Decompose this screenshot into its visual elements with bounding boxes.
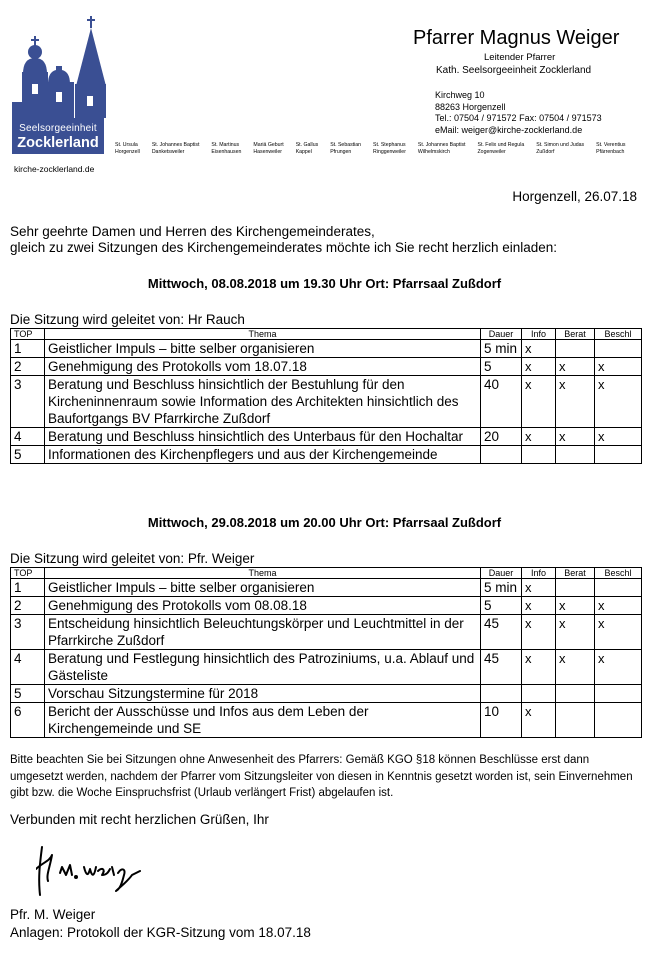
meeting-led-by: Die Sitzung wird geleitet von: Pfr. Weiger [10,551,255,566]
church-logo-icon [10,14,106,120]
parish-place: Horgenzell [115,149,140,155]
website-link[interactable]: kirche-zocklerland.de [14,164,95,174]
parish-place: Pfrungen [330,149,352,155]
table-row [11,446,642,464]
table-row [11,685,642,703]
meeting-title: Mittwoch, 08.08.2018 um 19.30 Uhr Ort: Pfarrsaal Zußdorf [147,276,502,291]
cell-info: x [522,376,556,428]
column-header: Dauer [481,329,522,340]
parish-item [296,142,325,156]
agenda-table [10,328,642,464]
cell-dauer: 45 [481,615,522,650]
signature-icon [36,845,156,897]
cell-dauer [481,446,522,464]
attachment-note: Anlagen: Protokoll der KGR-Sitzung vom 18.07.18 [10,925,311,940]
cell-info [522,446,556,464]
parish-place: Zogenweiler [477,149,506,155]
parish-item [596,142,631,156]
column-header: TOP [11,568,45,579]
cell-berat: x [556,376,595,428]
table-row [11,703,642,738]
parish-saint: St. Ursula [115,142,138,148]
closing: Verbunden mit recht herzlichen Grüßen, Ihr [10,812,269,827]
parish-saint: St. Stephanus [373,142,406,148]
cell-dauer: 5 [481,597,522,615]
parish-item [478,142,531,156]
parish-saint: St. Johannes Baptist [151,142,200,148]
sender-address [435,90,602,136]
cell-top: 1 [11,579,45,597]
sender-role: Leitender Pfarrer [484,52,556,63]
logo-line-2: Zocklerland [17,135,99,151]
agenda-table [10,567,642,738]
cell-thema: Genehmigung des Protokolls vom 08.08.18 [45,597,481,615]
cell-top: 6 [11,703,45,738]
logo-banner [12,118,104,154]
parish-saint: St. Felix und Regula [477,142,525,148]
parish-item [536,142,590,156]
table-row [11,615,642,650]
address-email[interactable]: eMail: weiger@kirche-zocklerland.de [435,124,583,135]
parish-place: Eisenhausen [211,149,242,155]
cell-info: x [522,615,556,650]
salutation-block [10,224,557,256]
column-header: Beschl [595,568,642,579]
address-city: 88263 Horgenzell [435,101,506,112]
column-header: Beschl [595,329,642,340]
cell-berat: x [556,615,595,650]
cell-thema: Bericht der Ausschüsse und Infos aus dem Leben der Kirchengemeinde und SE [45,703,481,738]
cell-berat [556,340,595,358]
cell-thema: Beratung und Beschluss hinsichtlich der Bestuhlung für den Kircheninnenraum sowie Information des Architekten hinsichtlich des Baufortgangs BV Pfarrkirche Zußdorf [45,376,481,428]
cell-dauer: 20 [481,428,522,446]
salutation: Sehr geehrte Damen und Herren des Kirchengemeinderates, [10,224,375,239]
cell-top: 3 [11,615,45,650]
parish-saint: St. Simon und Judas [536,142,585,148]
cell-info: x [522,650,556,685]
table-row [11,358,642,376]
cell-beschl [595,340,642,358]
cell-beschl [595,685,642,703]
column-header: Info [522,329,556,340]
parish-item [253,142,289,156]
parish-list [115,142,638,156]
parish-item [418,142,472,156]
table-header [11,568,642,579]
cell-top: 4 [11,650,45,685]
cell-thema: Geistlicher Impuls – bitte selber organisieren [45,579,481,597]
cell-berat: x [556,428,595,446]
parish-place: Zußdorf [536,149,555,155]
cell-dauer: 5 min [481,579,522,597]
parish-item [373,142,412,156]
meeting-title: Mittwoch, 29.08.2018 um 20.00 Uhr Ort: Pfarrsaal Zußdorf [147,515,502,530]
cell-berat: x [556,597,595,615]
cell-beschl: x [595,650,642,685]
column-header: Thema [45,568,481,579]
column-header: Thema [45,329,481,340]
column-header: Berat [556,568,595,579]
cell-thema: Informationen des Kirchenpflegers und aus der Kirchengemeinde [45,446,481,464]
cell-berat [556,703,595,738]
cell-berat [556,685,595,703]
cell-thema: Beratung und Festlegung hinsichtlich des Patroziniums, u.a. Ablauf und Gästeliste [45,650,481,685]
parish-item [211,142,247,156]
parish-saint: St. Gallus [295,142,319,148]
cell-dauer: 40 [481,376,522,428]
cell-dauer: 5 min [481,340,522,358]
address-street: Kirchweg 10 [435,90,485,100]
cell-top: 3 [11,376,45,428]
table-header [11,329,642,340]
cell-dauer: 5 [481,358,522,376]
cell-info: x [522,428,556,446]
table-row [11,340,642,358]
table-row [11,579,642,597]
parish-item [115,142,146,156]
table-row [11,650,642,685]
cell-top: 5 [11,446,45,464]
cell-info: x [522,597,556,615]
cell-berat [556,446,595,464]
parish-place: Hasenweiler [253,149,282,155]
cell-top: 1 [11,340,45,358]
sender-unit: Kath. Seelsorgeeinheit Zocklerland [436,65,592,76]
cell-beschl [595,703,642,738]
address-phone: Tel.: 07504 / 971572 Fax: 07504 / 971573 [435,113,602,123]
cell-dauer: 10 [481,703,522,738]
table-row [11,428,642,446]
parish-saint: Mariä Geburt [253,142,284,148]
cell-thema: Beratung und Beschluss hinsichtlich des Unterbaus für den Hochaltar [45,428,481,446]
cell-thema: Geistlicher Impuls – bitte selber organisieren [45,340,481,358]
logo-line-1: Seelsorgeeinheit [19,123,97,134]
parish-saint: St. Martinus [211,142,240,148]
cell-top: 2 [11,358,45,376]
column-header: TOP [11,329,45,340]
signature-name: Pfr. M. Weiger [10,907,96,922]
parish-place: Pfärrenbach [596,149,625,155]
cell-thema: Genehmigung des Protokolls vom 18.07.18 [45,358,481,376]
cell-top: 4 [11,428,45,446]
cell-berat: x [556,650,595,685]
column-header: Berat [556,329,595,340]
letter-date: Horgenzell, 26.07.18 [512,189,637,204]
legal-note: Bitte beachten Sie bei Sitzungen ohne Anwesenheit des Pfarrers: Gemäß KGO §18 können Beschlüsse erst dann umgesetzt werden, nachdem der Pfarrer vom Sitzungsleiter von diesen in Kenntnis gesetzt worden ist, sein Einvernehmen gibt bzw. die Woche Einspruchsfrist (Urlaub verlängert Frist) abgelaufen ist. [10,754,633,799]
cell-beschl: x [595,597,642,615]
column-header: Dauer [481,568,522,579]
cell-thema: Entscheidung hinsichtlich Beleuchtungskörper und Leuchtmittel in der Pfarrkirche Zußdorf [45,615,481,650]
parish-place: Ringgenweiler [373,149,406,155]
cell-beschl: x [595,615,642,650]
cell-beschl: x [595,428,642,446]
cell-info: x [522,340,556,358]
parish-saint: St. Verentius [596,142,626,148]
intro-text: gleich zu zwei Sitzungen des Kirchengemeinderates möchte ich Sie recht herzlich einladen: [10,240,558,255]
cell-top: 5 [11,685,45,703]
parish-item [330,142,367,156]
table-row [11,597,642,615]
cell-berat [556,579,595,597]
sender-name: Pfarrer Magnus Weiger [413,27,620,49]
parish-saint: St. Johannes Baptist [417,142,466,148]
cell-info: x [522,703,556,738]
cell-dauer: 45 [481,650,522,685]
cell-beschl: x [595,376,642,428]
cell-beschl: x [595,358,642,376]
column-header: Info [522,568,556,579]
cell-info [522,685,556,703]
cell-info: x [522,579,556,597]
cell-beschl [595,579,642,597]
parish-saint: St. Sebastian [330,142,362,148]
cell-berat: x [556,358,595,376]
parish-item [152,142,206,156]
parish-place: Danketsweiler [151,149,185,155]
cell-beschl [595,446,642,464]
parish-place: Wilhelmskirch [417,149,450,155]
meeting-led-by: Die Sitzung wird geleitet von: Hr Rauch [10,312,245,327]
cell-info: x [522,358,556,376]
cell-thema: Vorschau Sitzungstermine für 2018 [45,685,481,703]
cell-dauer [481,685,522,703]
table-row [11,376,642,428]
cell-top: 2 [11,597,45,615]
parish-place: Kappel [295,149,312,155]
